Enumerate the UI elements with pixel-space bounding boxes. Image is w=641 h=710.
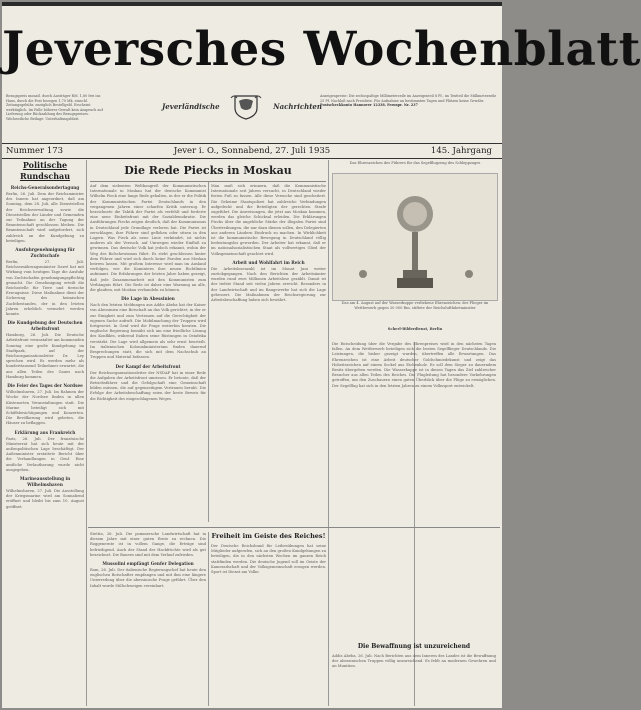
postal-account: Postscheckkonto Hannover 12338. Fernspr. Nr. 237 xyxy=(320,103,418,108)
coat-of-arms-icon xyxy=(229,92,263,120)
column-right xyxy=(332,342,496,520)
bottom-middle-article xyxy=(211,544,326,706)
column-rule xyxy=(208,182,209,522)
article-body: Man muß sich erinnern, daß die Kommunistische Internationale seit Jahren versucht, in Deutschland wieder festen Fuß zu fassen. Alle diese Versuche sind gescheitert. Die Geheime Staatspolizei hat zahlreiche Verbindungen aufgedeckt und die Beteiligten der gerechten Strafe zugeführt. Die Anweisungen, die jetzt aus Moskau kommen, werden das gleiche Schicksal erleiden. Die Erklärungen Piecks über die angebliche Stärke der illegalen Partei sind Übertreibungen, die nur dazu dienen sollen, den Delegierten aus anderen Ländern Eindruck zu machen. In Wirklichkeit ist die kommunistische Bewegung in Deutschland völlig bedeutungslos geworden. Der Arbeiter hat erkannt, daß er im nationalsozialistischen Staat als vollwertiges Glied der Volksgemeinschaft geachtet wird. xyxy=(211,184,326,256)
column-main-right xyxy=(211,184,326,524)
article-subheading: Marineausstellung in Wilhelmshaven xyxy=(19,475,71,487)
advertising-rates: Anzeigenpreise: Die sechsspaltige Millimeterzeile im Anzeigenteil 8 Pf., im Textteil die Millimeterzeile 25 Pf. Nachlaß nach Preisliste. Für Aufnahme an bestimmten Tagen und Plätzen keine Gewähr. xyxy=(320,94,497,103)
top-border xyxy=(2,2,502,6)
article-body: Berlin, 26. Juli. Dem der Reichsminister des Innern hat angeordnet, daß am Sonntag, dem 28. Juli, alle Dienststellen der Reichsverwaltung sowie die Dienststellen der Länder und Gemeinden zur Teilnahme an der Tagung der Beamtenschaft geschlossen bleiben. Die Beamtenschaft wird aufgefordert, sich zahlreich an der Kundgebung zu beteiligen. xyxy=(6,192,84,243)
main-headline: Die Rede Piecks in Moskau xyxy=(124,164,292,177)
issue-number: Nummer 173 xyxy=(6,146,64,156)
column-rule xyxy=(328,160,329,706)
masthead-title: Jeversches Wochenblatt xyxy=(2,22,641,77)
photo-caption-top: Das Ehrenzeichen des Führers für das Segelflugzeug des Schleppzuges xyxy=(349,161,481,165)
column-main-left xyxy=(90,184,206,524)
right-bottom-headline: Die Bewaffnung ist unzureichend xyxy=(357,643,471,650)
article-subheading: Die Kundgebung der Deutschen Arbeitsfront xyxy=(7,320,83,332)
bottom-right-article xyxy=(332,654,496,706)
bottom-left-article xyxy=(90,532,206,706)
article-body: Wilhelmshaven, 27. Juli. Die Ausstellung der Kriegsmarine wird am Sonnabend eröffnet und bleibt bis zum 10. August geöffnet. xyxy=(6,488,84,509)
article-subheading: Erklärung aus Frankreich xyxy=(14,429,76,435)
trophy-photo xyxy=(332,173,498,301)
article-body: Hamburg, 26. Juli. Die Deutsche Arbeitsfront veranstaltet am kommenden Sonntag eine große Kundgebung im Stadtpark, auf der Reichsorganisationsleiter Dr. Ley sprechen wird. Es werden mehr als hunderttausend Teilnehmer erwartet, die aus allen Teilen des Gaues nach Hamburg kommen. xyxy=(6,333,84,379)
column-rule xyxy=(86,160,87,706)
photo-caption-bottom: Das am 4. August auf der Wasserkuppe verliehene Ehrenzeichen: der Flieger im Wettbewerb gegen 30 000 Rm. stiftete der Reichsluftfahrtminister xyxy=(341,301,489,310)
column-rule xyxy=(208,532,209,706)
politics-headline: Politische Rundschau xyxy=(19,160,71,181)
article-subheading: Reichs-Generalsondertagung xyxy=(10,185,80,190)
article-body: Der Deutsche Reichsbund für Leibesübungen hat seine Mitglieder aufgerufen, sich an den großen Kundgebungen zu beteiligen, die in den nächsten Wochen im ganzen Reich stattfinden werden. Die deutsche Jugend soll im Geiste der Kameradschaft und der Volksgemeinschaft erzogen werden. Sport ist Dienst am Volke. xyxy=(211,544,326,575)
article-subheading: Mussolini empfängt Genfer Delegation xyxy=(102,561,194,567)
masthead-crest xyxy=(162,91,322,121)
article-body: Stettin, 26. Juli. Die pommersche Landwirtschaft hat in diesem Jahre mit einer guten Ernte zu rechnen. Die Roggenernte ist in vollem Gange, die Erträge sind befriedigend. Auch der Stand der Hackfrüchte wird als gut bezeichnet. Die Bauern sind mit dem Verlauf zufrieden. xyxy=(90,532,206,557)
article-body: Die Arbeitslosenzahl ist im Monat Juni weiter zurückgegangen. Nach den Berichten der Arbeitsämter wurden rund zwei Millionen Arbeitslose gezählt. Damit ist der tiefste Stand seit vielen Jahren erreicht. Besonders in der Landwirtschaft und im Baugewerbe hat sich die Lage gebessert. Die Maßnahmen der Reichsregierung zur Arbeitsbeschaffung haben sich bewährt. xyxy=(211,266,326,303)
crest-label-left: Jeverländische xyxy=(162,101,220,111)
dateline-bar xyxy=(2,143,502,159)
article-body: Addis Abeba, 26. Juli. Nach Berichten aus dem Inneren des Landes ist die Bewaffnung der abessinischen Truppen völlig unzureichend. Es fehlt an modernen Gewehren und an Munition. xyxy=(332,654,496,669)
article-body: Paris, 26. Juli. Der französische Ministerrat hat sich heute mit der außenpolitischen Lage beschäftigt. Der Außenminister erstattete Bericht über die Verhandlungen in Genf. Eine amtliche Verlautbarung wurde nicht ausgegeben. xyxy=(6,436,84,472)
bottom-headline: Freiheit im Geiste des Reiches! xyxy=(211,532,326,540)
article-body: Berlin, 27. Juli. Reichsernährungsminister Darré hat mit Wirkung vom heutigen Tage die Ausfuhr von Zuchtschafen genehmigungspflichtig gemacht. Die Genehmigung erteilt die Reichsstelle für Tiere und tierische Erzeugnisse. Diese Maßnahme dient der Sicherung des heimischen Zuchtbestandes, der in den letzten Jahren erheblich vermehrt werden konnte. xyxy=(6,260,84,317)
article-subheading: Der Kampf der Arbeitsfront xyxy=(115,363,181,369)
article-body: Wilhelmshaven, 27. Juli. Im Rahmen der Woche der Nordsee finden in allen Küstenorten Veranstaltungen statt. Die Marine beteiligt sich mit Schiffsbesichtigungen und Konzerten. Die Bevölkerung wird gebeten, die Häuser zu beflaggen. xyxy=(6,390,84,426)
article-subheading: Die Lage in Abessinien xyxy=(121,296,175,302)
advertising-info xyxy=(320,94,500,142)
section-divider xyxy=(88,527,500,528)
article-subheading: Arbeit und Wohlfahrt im Reich xyxy=(232,259,305,265)
column-politics xyxy=(6,160,84,706)
article-subheading: Die Feier des Tages der Nordsee xyxy=(7,383,83,389)
article-body: Auf dem siebenten Weltkongreß der Kommunistischen Internationale in Moskau hat der deutsche Kommunist Wilhelm Pieck eine lange Rede gehalten, in der er die Politik der Kommunistischen Partei Deutschlands in den vergangenen Jahren einer scharfen Kritik unterzog. Er bezeichnete die Taktik der Partei als verfehlt und forderte eine neue Einheitsfront mit der Sozialdemokratie. Die Ausführungen Piecks zeigen deutlich, daß der Kommunismus in Deutschland jede Grundlage verloren hat. Die Partei ist zerschlagen, ihre Führer sind geflohen oder sitzen in den Lagern. Was Pieck als neue Linie verkündet, ist nichts anderes als der Versuch, auf Umwegen wieder Einfluß zu gewinnen. Das deutsche Volk hat jedoch erkannt, wohin der Weg des Bolschewismus führt. Es steht geschlossen hinter dem Führer und wird sich durch keine Parolen aus Moskau beirren lassen. Mit großem Interesse wird man im Ausland verfolgen, wie die Komintern ihre neuen Richtlinien aufnimmt. Die Erfahrungen der letzten Jahre haben gezeigt, daß jede Zusammenarbeit mit den Kommunisten zum Verhängnis führt. Die Rede ist daher eine Warnung an alle, die glauben, mit Moskau verhandeln zu können. xyxy=(90,184,206,293)
volume-year: 145. Jahrgang xyxy=(430,146,492,156)
article-body: Die Entscheidung über die Vergabe des Ehrenpreises wird in den nächsten Tagen fallen. An dem Wettbewerb beteiligen sich die besten Segelflieger Deutschlands. Die Leistungen, die bisher gezeigt wurden, übertreffen alle Erwartungen. Das Ehrenzeichen ist eine Arbeit deutscher Goldschmiedekunst und zeigt das Hoheitszeichen auf einem Sockel aus Eichenholz. Es soll dem Sieger zu dauerndem Besitz übergeben werden. Die Wasserkuppe ist in diesen Tagen das Ziel zahlreicher Besucher aus allen Teilen des Reiches. Die Flugleitung hat besondere Vorkehrungen getroffen, um den Zuschauern einen guten Überblick über die Flüge zu ermöglichen. Der Segelflug hat sich in den letzten Jahren zu einem Volkssport entwickelt. xyxy=(332,342,496,388)
crest-label-right: Nachrichten xyxy=(273,101,322,111)
headline-underline xyxy=(90,181,326,182)
trophy-image xyxy=(333,174,497,300)
article-body: Nach den letzten Meldungen aus Addis Abeba hat der Kaiser von Abessinien eine Botschaft an das Volk gerichtet, in der er zur Einigkeit und zum Vertrauen auf die Gerechtigkeit der eigenen Sache aufruft. Die Mobilmachung der Truppen wird fortgesetzt. In Genf wird die Frage weiterhin beraten. Die englische Regierung bemüht sich um eine friedliche Lösung des Konflikts, während Italien seine Rüstungen in Ostafrika verstärkt. Die Lage wird allgemein als sehr ernst beurteilt. Im italienischen Kolonialministerium finden dauernd Besprechungen statt, die sich mit dem Nachschub an Truppen und Material befassen. xyxy=(90,303,206,360)
article-body: Rom, 26. Juli. Der italienische Regierungschef hat heute den englischen Botschafter empfangen und mit ihm eine längere Unterredung über die abessinische Frage geführt. Über den Inhalt wurde Stillschweigen vereinbart. xyxy=(90,568,206,588)
issue-date: Jever i. O., Sonnabend, 27. Juli 1935 xyxy=(173,146,331,156)
newspaper-page xyxy=(2,2,641,708)
photo-credit: Scherl-Bilderdienst, Berlin xyxy=(387,327,443,331)
article-subheading: Ausfuhrgenehmigung für Zuchtschafe xyxy=(15,247,75,259)
article-body: Der Reichsorganisationsleiter der NSDAP hat in einer Rede die Aufgaben der Arbeitsfront umrissen. Er betonte, daß der Betriebsführer und die Gefolgschaft eine Gemeinschaft bilden müssen, die auf gegenseitigem Vertrauen beruht. Die Erfolge der Arbeitsbeschaffung seien der beste Beweis für die Richtigkeit des eingeschlagenen Weges. xyxy=(90,370,206,401)
subscription-info: Bezugspreis monatl. durch Austräger RM. 1,80 frei ins Haus, durch die Post bezogen 1,70 Mk. einschl. Zeitungsgebühr, zuzüglich Bestellgeld. Erscheint werktäglich. Im Falle höherer Gewalt kein Anspruch auf Lieferung oder Rückzahlung des Bezugspreises. Wöchentliche Beilage: Unterhaltungsblatt. xyxy=(6,94,103,121)
